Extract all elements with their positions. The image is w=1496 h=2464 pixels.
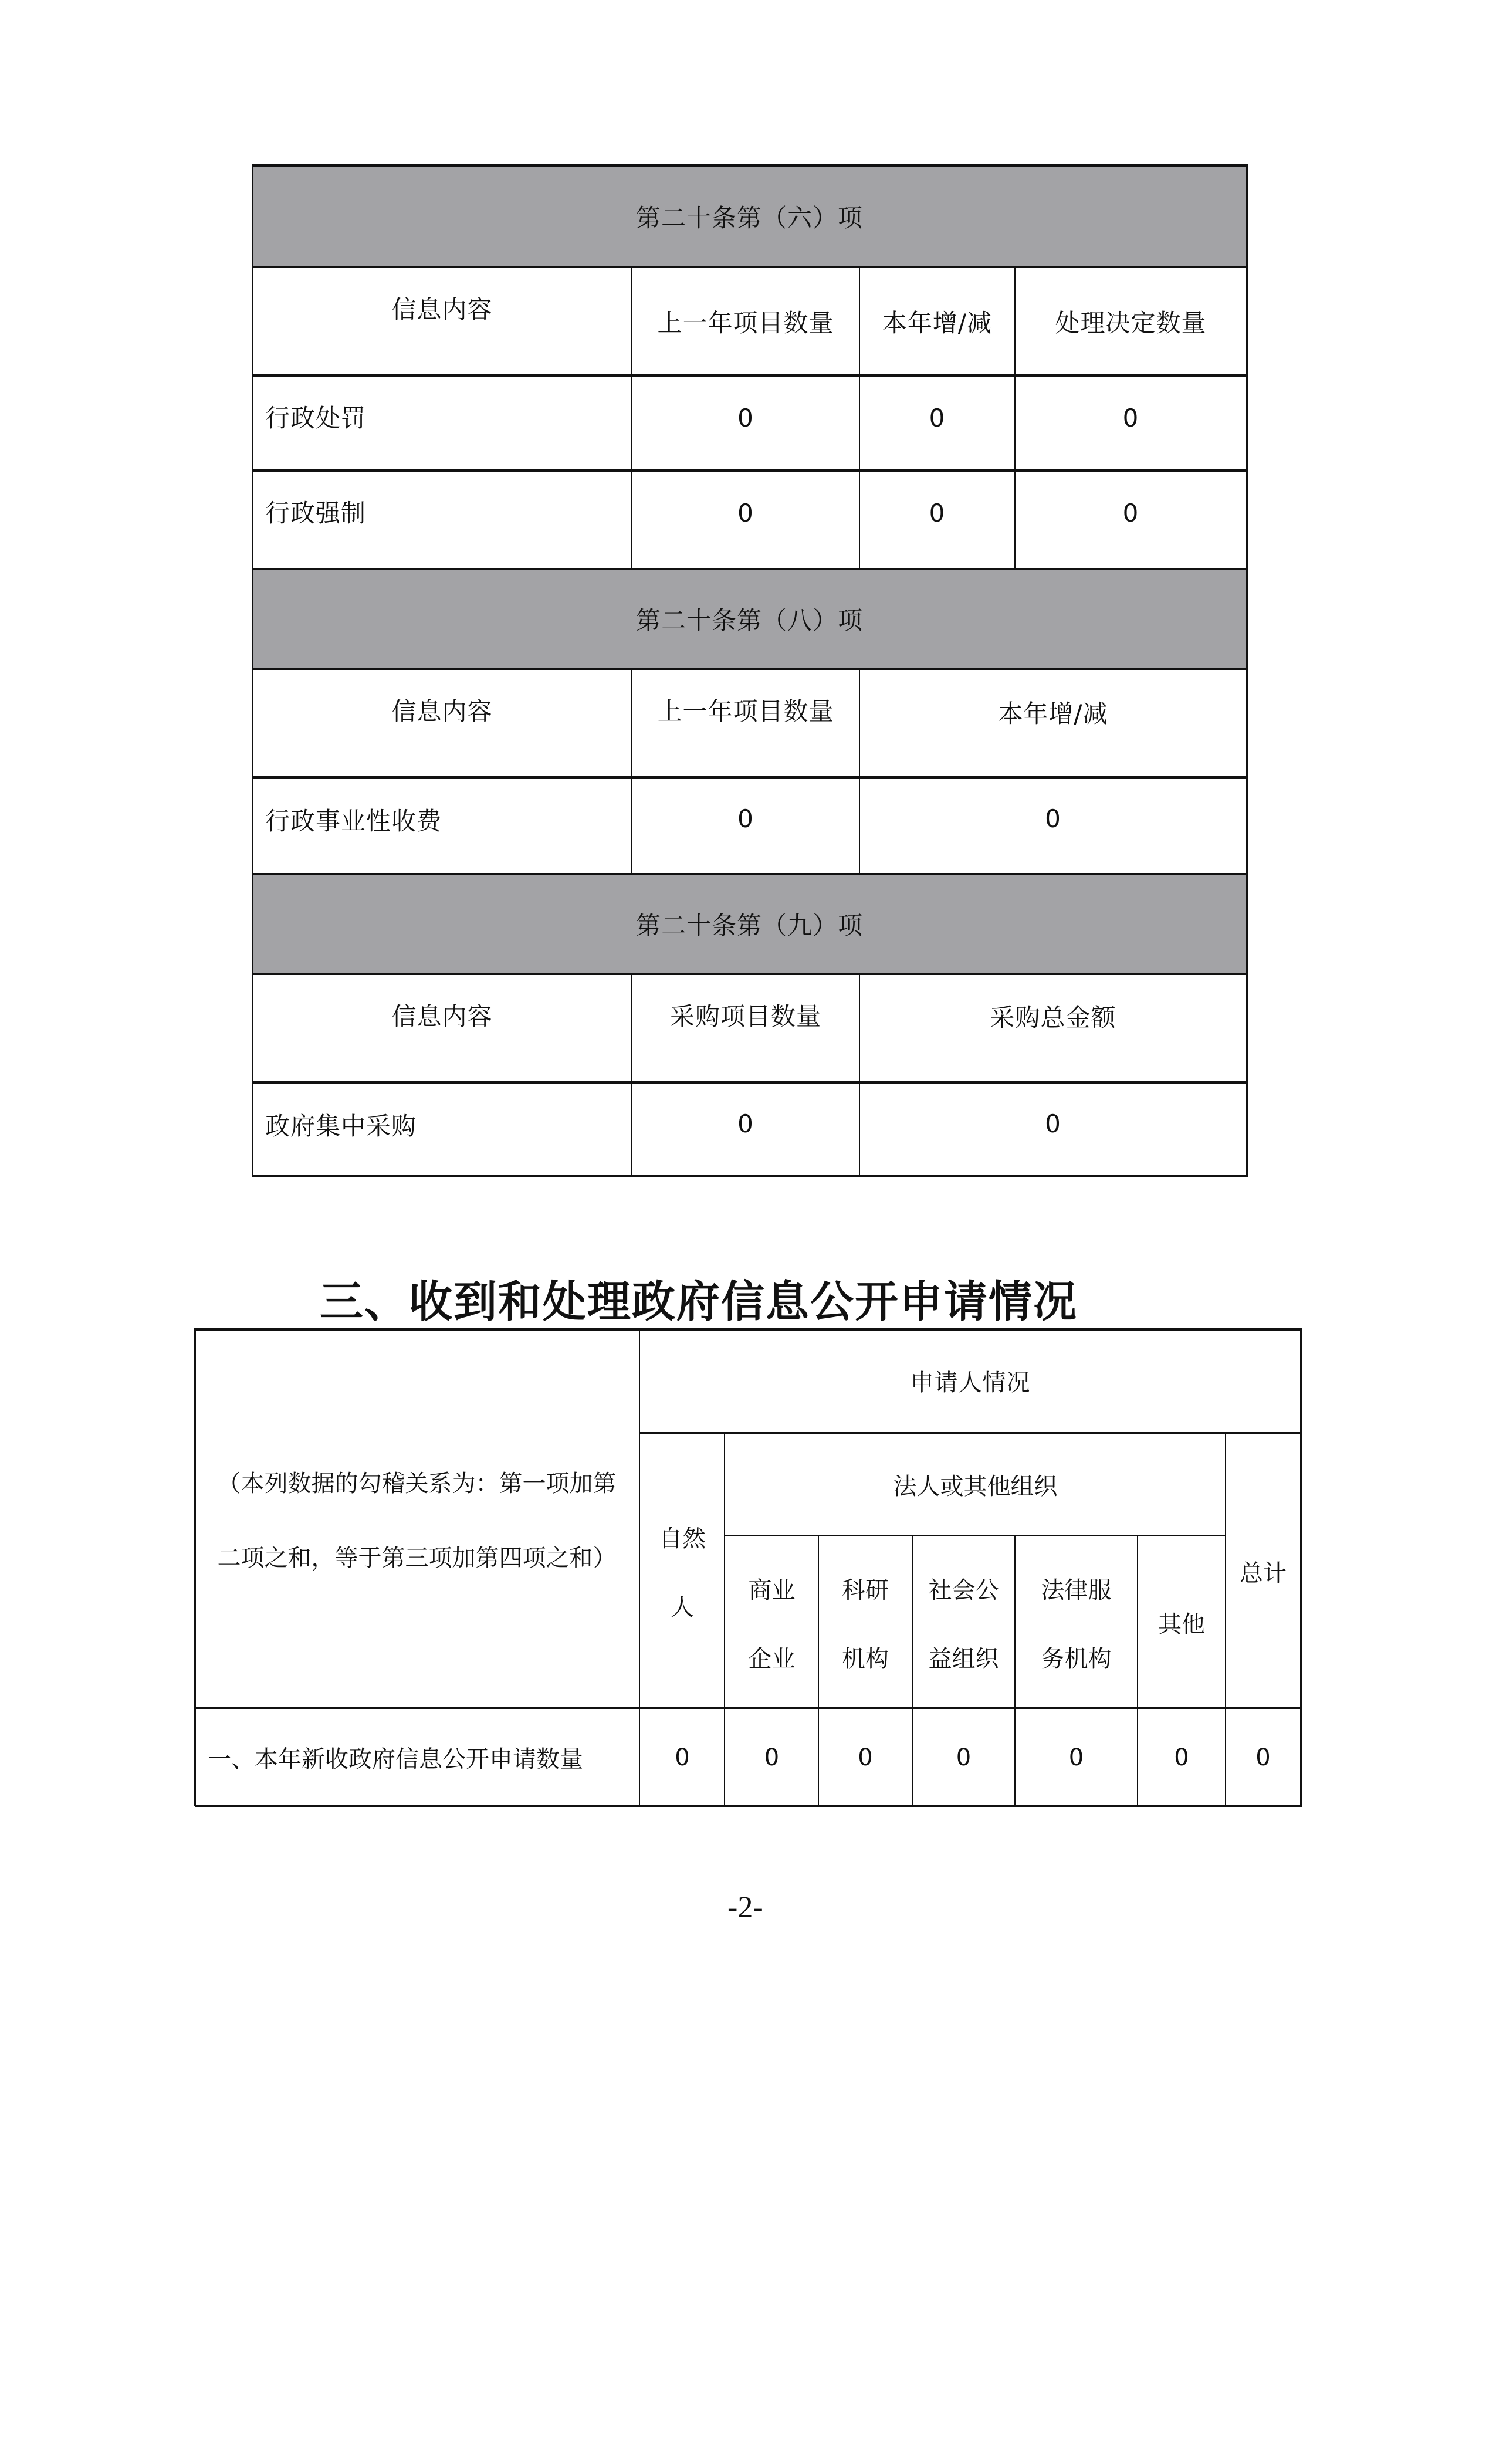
header-prev-year-count: 上一年项目数量: [657, 697, 834, 726]
table-border: [859, 669, 860, 874]
table-border: [1246, 164, 1248, 1177]
table-border: [631, 669, 632, 874]
cell-value: 0: [858, 1744, 873, 1771]
header-commercial: [725, 1536, 818, 1709]
table-border: [195, 1328, 1302, 1331]
table-border: [252, 1175, 1248, 1177]
table-border: [912, 1536, 913, 1806]
table-border: [195, 1805, 1302, 1807]
table-border: [1225, 1433, 1226, 1806]
header-info-content: 信息内容: [391, 697, 493, 726]
table-border: [252, 164, 253, 1177]
table-border: [639, 1432, 1302, 1434]
cell-value: 0: [1122, 404, 1139, 432]
cell-value: 0: [1174, 1744, 1189, 1771]
table-border: [252, 568, 1248, 570]
header-year-change: 本年增/减: [998, 699, 1108, 728]
header-line: 社会公: [928, 1576, 999, 1604]
header-line: 务机构: [1041, 1645, 1112, 1673]
cell-value: 0: [1045, 804, 1061, 833]
row-label-admin-fees: 行政事业性收费: [265, 807, 442, 835]
header-line: 人: [671, 1594, 694, 1621]
table-border: [631, 974, 632, 1176]
header-line: 机构: [842, 1645, 889, 1673]
table-border: [1137, 1536, 1138, 1806]
table-border: [1014, 267, 1016, 569]
table-border: [252, 469, 1248, 472]
table-border: [1014, 1536, 1016, 1806]
row-label-new-applications: 一、本年新收政府信息公开申请数量: [208, 1746, 583, 1773]
table-border: [725, 1535, 1226, 1536]
applicant-header: 申请人情况: [910, 1369, 1031, 1396]
table-border: [252, 873, 1248, 875]
header-info-content: 信息内容: [391, 295, 493, 324]
table-border: [194, 1328, 196, 1806]
header-info-content: 信息内容: [391, 1002, 493, 1031]
cell-value: 0: [737, 1109, 754, 1138]
note-line: （本列数据的勾稽关系为：第一项加第: [217, 1470, 617, 1497]
table-border: [252, 374, 1248, 377]
table-border: [252, 668, 1248, 670]
table-border: [818, 1536, 819, 1806]
header-decision-count: 处理决定数量: [1055, 308, 1207, 337]
section-title-text: 第二十条第（六）项: [635, 203, 863, 232]
section-title-6: [252, 165, 1247, 267]
cell-value: 0: [675, 1744, 690, 1771]
cell-value: 0: [1122, 499, 1139, 527]
cell-value: 0: [1255, 1744, 1271, 1771]
table-border: [1300, 1328, 1302, 1806]
row-label-admin-penalty: 行政处罚: [265, 404, 367, 432]
cell-value: 0: [737, 499, 754, 527]
table-border: [252, 1081, 1248, 1084]
note-cell: [195, 1329, 639, 1708]
section-title-text: 第二十条第（八）项: [635, 606, 863, 635]
row-label-central-procurement: 政府集中采购: [265, 1112, 417, 1140]
cell-value: 0: [1045, 1109, 1061, 1138]
header-procurement-count: 采购项目数量: [669, 1002, 821, 1031]
section-heading: 三、收到和处理政府信息公开申请情况: [320, 1277, 1078, 1327]
header-research: [818, 1536, 912, 1709]
header-line: 企业: [748, 1645, 796, 1673]
header-procurement-amount: 采购总金额: [990, 1003, 1116, 1032]
section-title-text: 第二十条第（九）项: [635, 911, 863, 940]
table-border: [639, 1328, 640, 1806]
table-border: [859, 267, 860, 569]
header-line: 商业: [748, 1576, 796, 1604]
cell-value: 0: [929, 404, 946, 432]
cell-value: 0: [956, 1744, 972, 1771]
table-border: [252, 973, 1248, 975]
table-border: [195, 1707, 1302, 1709]
legal-entity-header: 法人或其他组织: [893, 1473, 1058, 1500]
header-public-welfare: [912, 1536, 1015, 1709]
cell-value: 0: [929, 499, 946, 527]
page-number: -2-: [727, 1891, 763, 1924]
cell-value: 0: [737, 404, 754, 432]
header-year-change: 本年增/减: [882, 308, 993, 337]
section-title-8: [252, 569, 1247, 669]
row-label-admin-enforcement: 行政强制: [265, 499, 367, 527]
header-legal-services: [1015, 1536, 1138, 1709]
cell-value: 0: [764, 1744, 780, 1771]
table-border: [859, 974, 860, 1176]
table-border: [252, 776, 1248, 779]
natural-person-header: [640, 1433, 725, 1709]
cell-value: 0: [1068, 1744, 1084, 1771]
header-prev-year-count: 上一年项目数量: [657, 308, 834, 337]
header-line: 法律服: [1041, 1576, 1112, 1604]
header-other: 其他: [1158, 1611, 1205, 1638]
table-border: [252, 164, 1248, 167]
header-line: 自然: [659, 1525, 706, 1552]
table-border: [724, 1433, 725, 1806]
header-line: 益组织: [928, 1645, 999, 1673]
header-total: 总计: [1240, 1559, 1287, 1587]
cell-value: 0: [737, 804, 754, 833]
header-line: 科研: [842, 1576, 889, 1604]
table-border: [631, 267, 632, 569]
section-title-9: [252, 874, 1247, 974]
note-line: 二项之和，等于第三项加第四项之和）: [217, 1544, 617, 1572]
table-border: [252, 266, 1248, 268]
